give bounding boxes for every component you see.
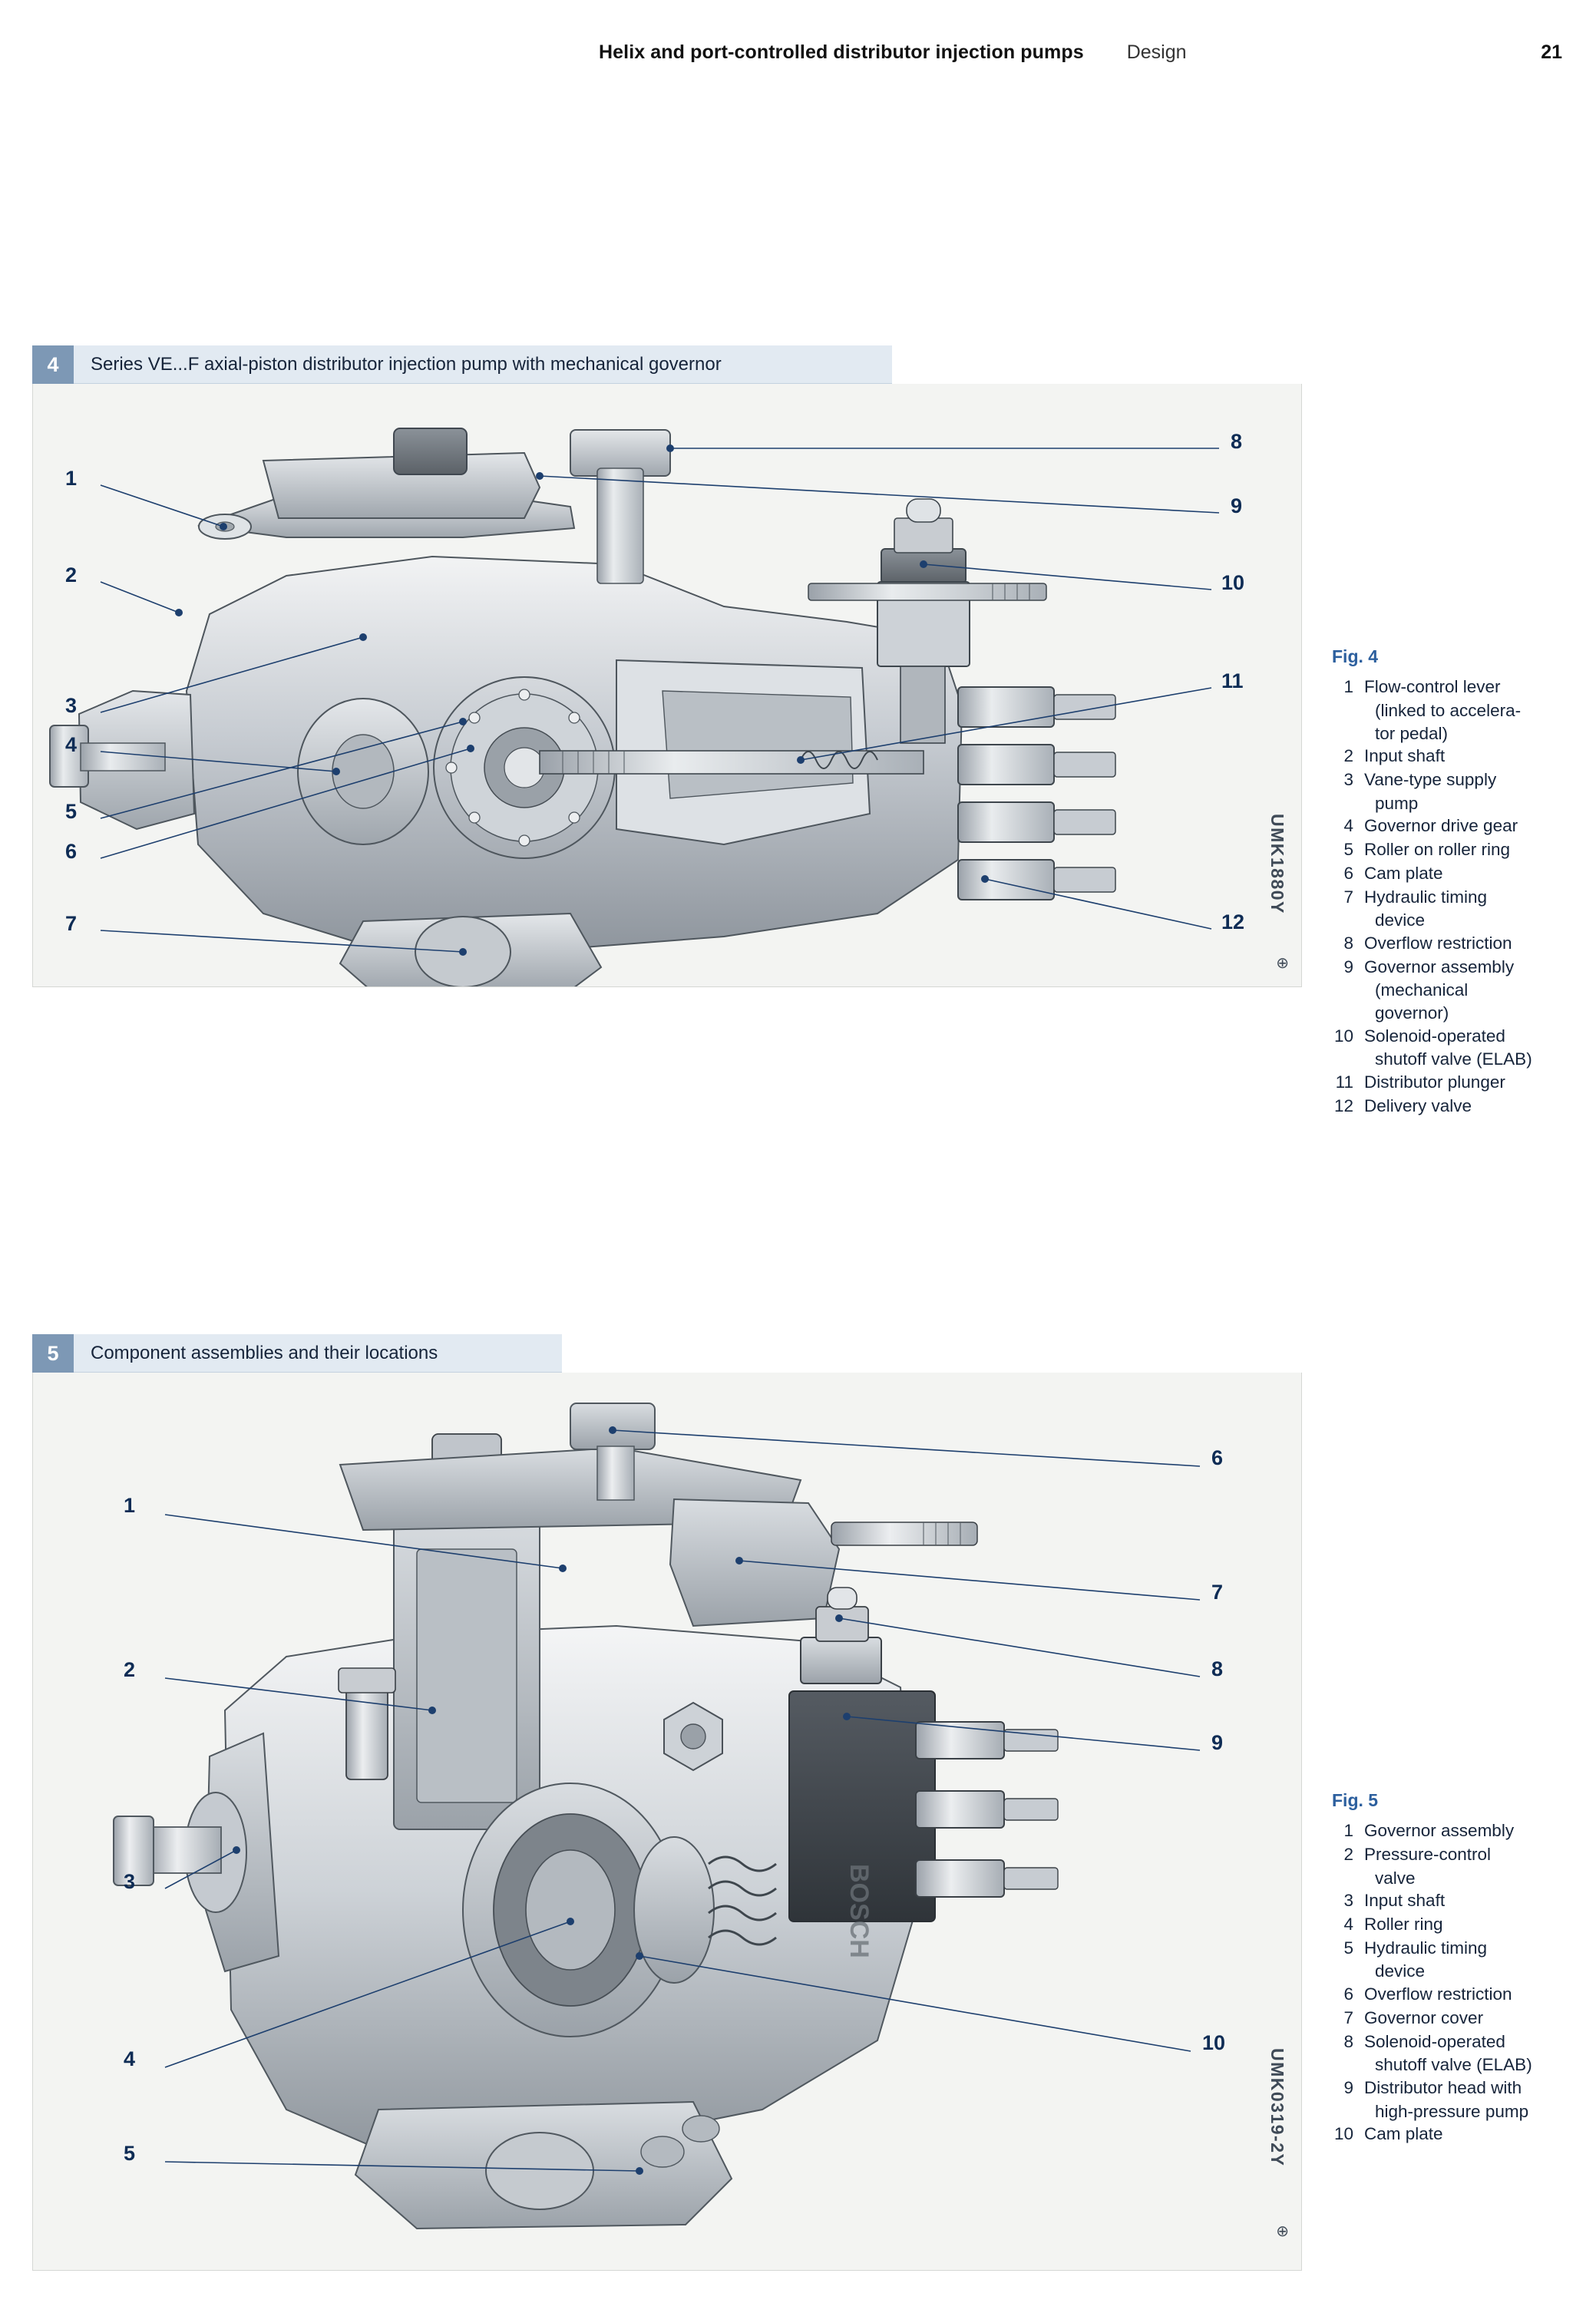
legend-item <box>1332 2007 1593 2030</box>
callout-label: 4 <box>65 733 78 756</box>
legend-item <box>1332 2123 1593 2146</box>
callout-label: 9 <box>1211 1731 1224 1754</box>
legend-label: Hydraulic timing <box>1364 1938 1488 1958</box>
callout-label: 2 <box>124 1658 136 1681</box>
legend-label-cont: valve <box>1375 1868 1416 1888</box>
legend-title: Fig. 5 <box>1332 1790 1379 1810</box>
legend-item <box>1332 886 1593 909</box>
legend-index: 10 <box>1333 2124 1353 2144</box>
legend-label: Governor cover <box>1364 2007 1484 2027</box>
header-center-group <box>599 41 1187 64</box>
legend-label-cont: (linked to accelera- <box>1375 701 1522 721</box>
legend-label: Governor assembly <box>1364 1821 1515 1841</box>
copyright-icon: ⊕ <box>1276 955 1289 972</box>
legend-item <box>1332 2030 1593 2054</box>
callout-label: 4 <box>124 2047 136 2070</box>
legend-index: 5 <box>1343 1938 1353 1958</box>
legend-item <box>1332 1889 1593 1912</box>
callout-label: 8 <box>1231 430 1243 453</box>
callout-label: 12 <box>1221 910 1245 933</box>
legend-label-cont: device <box>1375 1961 1426 1981</box>
figure-5-image <box>32 1373 1302 2271</box>
legend-label-cont: shutoff valve (ELAB) <box>1375 2055 1532 2075</box>
legend-title: Fig. 4 <box>1332 646 1379 666</box>
callout-label: 1 <box>65 467 78 490</box>
callout-label: 9 <box>1231 494 1243 517</box>
legend-label: Roller ring <box>1364 1915 1443 1935</box>
legend-label-cont: governor) <box>1375 1003 1449 1023</box>
legend-label: Distributor head with <box>1364 2077 1522 2097</box>
figure-5-code: UMK0319-2Y <box>1267 2048 1287 2167</box>
legend-index: 7 <box>1343 2007 1353 2027</box>
legend-label: Flow-control lever <box>1364 677 1501 697</box>
legend-index: 10 <box>1333 1026 1353 1046</box>
legend-index: 1 <box>1343 677 1353 697</box>
legend-label: Governor drive gear <box>1364 816 1518 836</box>
legend-label-cont: high-pressure pump <box>1375 2101 1529 2121</box>
legend-index: 6 <box>1343 1984 1353 2004</box>
callout-label: 3 <box>65 694 78 717</box>
callout-label: 8 <box>1211 1657 1224 1680</box>
legend-index: 2 <box>1343 746 1353 766</box>
legend-label: Solenoid-operated <box>1364 2031 1505 2051</box>
callout-label: 7 <box>65 912 78 935</box>
figure-5-number: 5 <box>32 1334 74 1373</box>
legend-index: 12 <box>1333 1095 1353 1115</box>
figure-5-legend <box>1332 1789 1593 2146</box>
figure-4-legend <box>1332 645 1593 1118</box>
callout-label: 5 <box>124 2142 136 2165</box>
legend-item <box>1332 2077 1593 2100</box>
callout-label: 10 <box>1202 2031 1226 2054</box>
section-label: Design <box>1126 41 1187 63</box>
legend-label: Input shaft <box>1364 746 1446 766</box>
legend-index: 11 <box>1335 1072 1353 1092</box>
legend-index: 8 <box>1343 2031 1353 2051</box>
legend-label: Overflow restriction <box>1364 1984 1512 2004</box>
figure-5-caption-bar <box>32 1334 562 1373</box>
legend-item <box>1332 862 1593 885</box>
legend-index: 2 <box>1343 1845 1353 1865</box>
legend-item <box>1332 676 1593 699</box>
legend-index: 9 <box>1343 957 1353 976</box>
page-number: 21 <box>1541 41 1562 63</box>
figure-4-block <box>32 345 1302 987</box>
legend-index: 8 <box>1343 933 1353 953</box>
legend-item <box>1332 745 1593 768</box>
callout-label: 1 <box>124 1494 136 1517</box>
legend-index: 5 <box>1343 840 1353 860</box>
legend-label: Cam plate <box>1364 863 1443 883</box>
legend-label-cont: device <box>1375 910 1426 930</box>
legend-label-cont: pump <box>1375 793 1419 813</box>
callout-label: 3 <box>124 1870 136 1893</box>
legend-item <box>1332 1843 1593 1866</box>
legend-index: 1 <box>1343 1821 1353 1841</box>
figure-5-block <box>32 1334 1302 2271</box>
page-header <box>0 21 1596 63</box>
callout-label: 2 <box>65 563 78 586</box>
legend-label: Roller on roller ring <box>1364 840 1511 860</box>
legend-item <box>1332 1095 1593 1118</box>
legend-index: 4 <box>1343 1915 1353 1935</box>
legend-label: Delivery valve <box>1364 1095 1472 1115</box>
legend-item <box>1332 1937 1593 1960</box>
legend-index: 9 <box>1343 2077 1353 2097</box>
legend-index: 4 <box>1343 816 1353 836</box>
figure-4-image <box>32 384 1302 987</box>
legend-label: Input shaft <box>1364 1891 1446 1911</box>
legend-index: 3 <box>1343 1891 1353 1911</box>
legend-item <box>1332 1913 1593 1936</box>
legend-item <box>1332 1071 1593 1094</box>
legend-label-cont: shutoff valve (ELAB) <box>1375 1049 1532 1069</box>
figure-4-caption-bar <box>32 345 892 384</box>
callout-label: 6 <box>1211 1446 1224 1469</box>
legend-label: Pressure-control <box>1364 1845 1492 1865</box>
legend-item <box>1332 1819 1593 1842</box>
callout-label: 6 <box>65 840 78 863</box>
callout-label: 11 <box>1221 669 1244 692</box>
legend-label: Vane-type supply <box>1364 770 1497 790</box>
legend-item <box>1332 814 1593 838</box>
figure-4-drawing <box>33 384 1302 987</box>
legend-label: Distributor plunger <box>1364 1072 1505 1092</box>
legend-index: 7 <box>1343 887 1353 907</box>
legend-item <box>1332 1025 1593 1048</box>
callout-label: 7 <box>1211 1581 1224 1604</box>
legend-index: 3 <box>1343 770 1353 790</box>
legend-label: Overflow restriction <box>1364 933 1512 953</box>
legend-item <box>1332 1983 1593 2006</box>
legend-item <box>1332 838 1593 861</box>
svg-text:BOSCH: BOSCH <box>844 1864 874 1958</box>
legend-label: Hydraulic timing <box>1364 887 1488 907</box>
page-title: Helix and port-controlled distributor injection pumps <box>599 41 1084 63</box>
figure-5-drawing <box>33 1373 1302 2271</box>
callout-label: 5 <box>65 800 78 823</box>
legend-label: Cam plate <box>1364 2124 1443 2144</box>
copyright-icon: ⊕ <box>1276 2223 1289 2240</box>
legend-label: Governor assembly <box>1364 957 1515 976</box>
legend-item <box>1332 932 1593 955</box>
callout-label: 10 <box>1221 571 1245 594</box>
legend-label: Solenoid-operated <box>1364 1026 1505 1046</box>
legend-label-cont: (mechanical <box>1375 980 1469 1000</box>
legend-label-cont: tor pedal) <box>1375 723 1449 743</box>
figure-4-number: 4 <box>32 345 74 384</box>
legend-item <box>1332 956 1593 979</box>
figure-4-code: UMK1880Y <box>1267 814 1287 914</box>
legend-item <box>1332 768 1593 791</box>
figure-4-caption: Series VE...F axial-piston distributor injection pump with mechanical governor <box>74 345 892 384</box>
figure-5-caption: Component assemblies and their locations <box>74 1334 562 1373</box>
legend-index: 6 <box>1343 863 1353 883</box>
